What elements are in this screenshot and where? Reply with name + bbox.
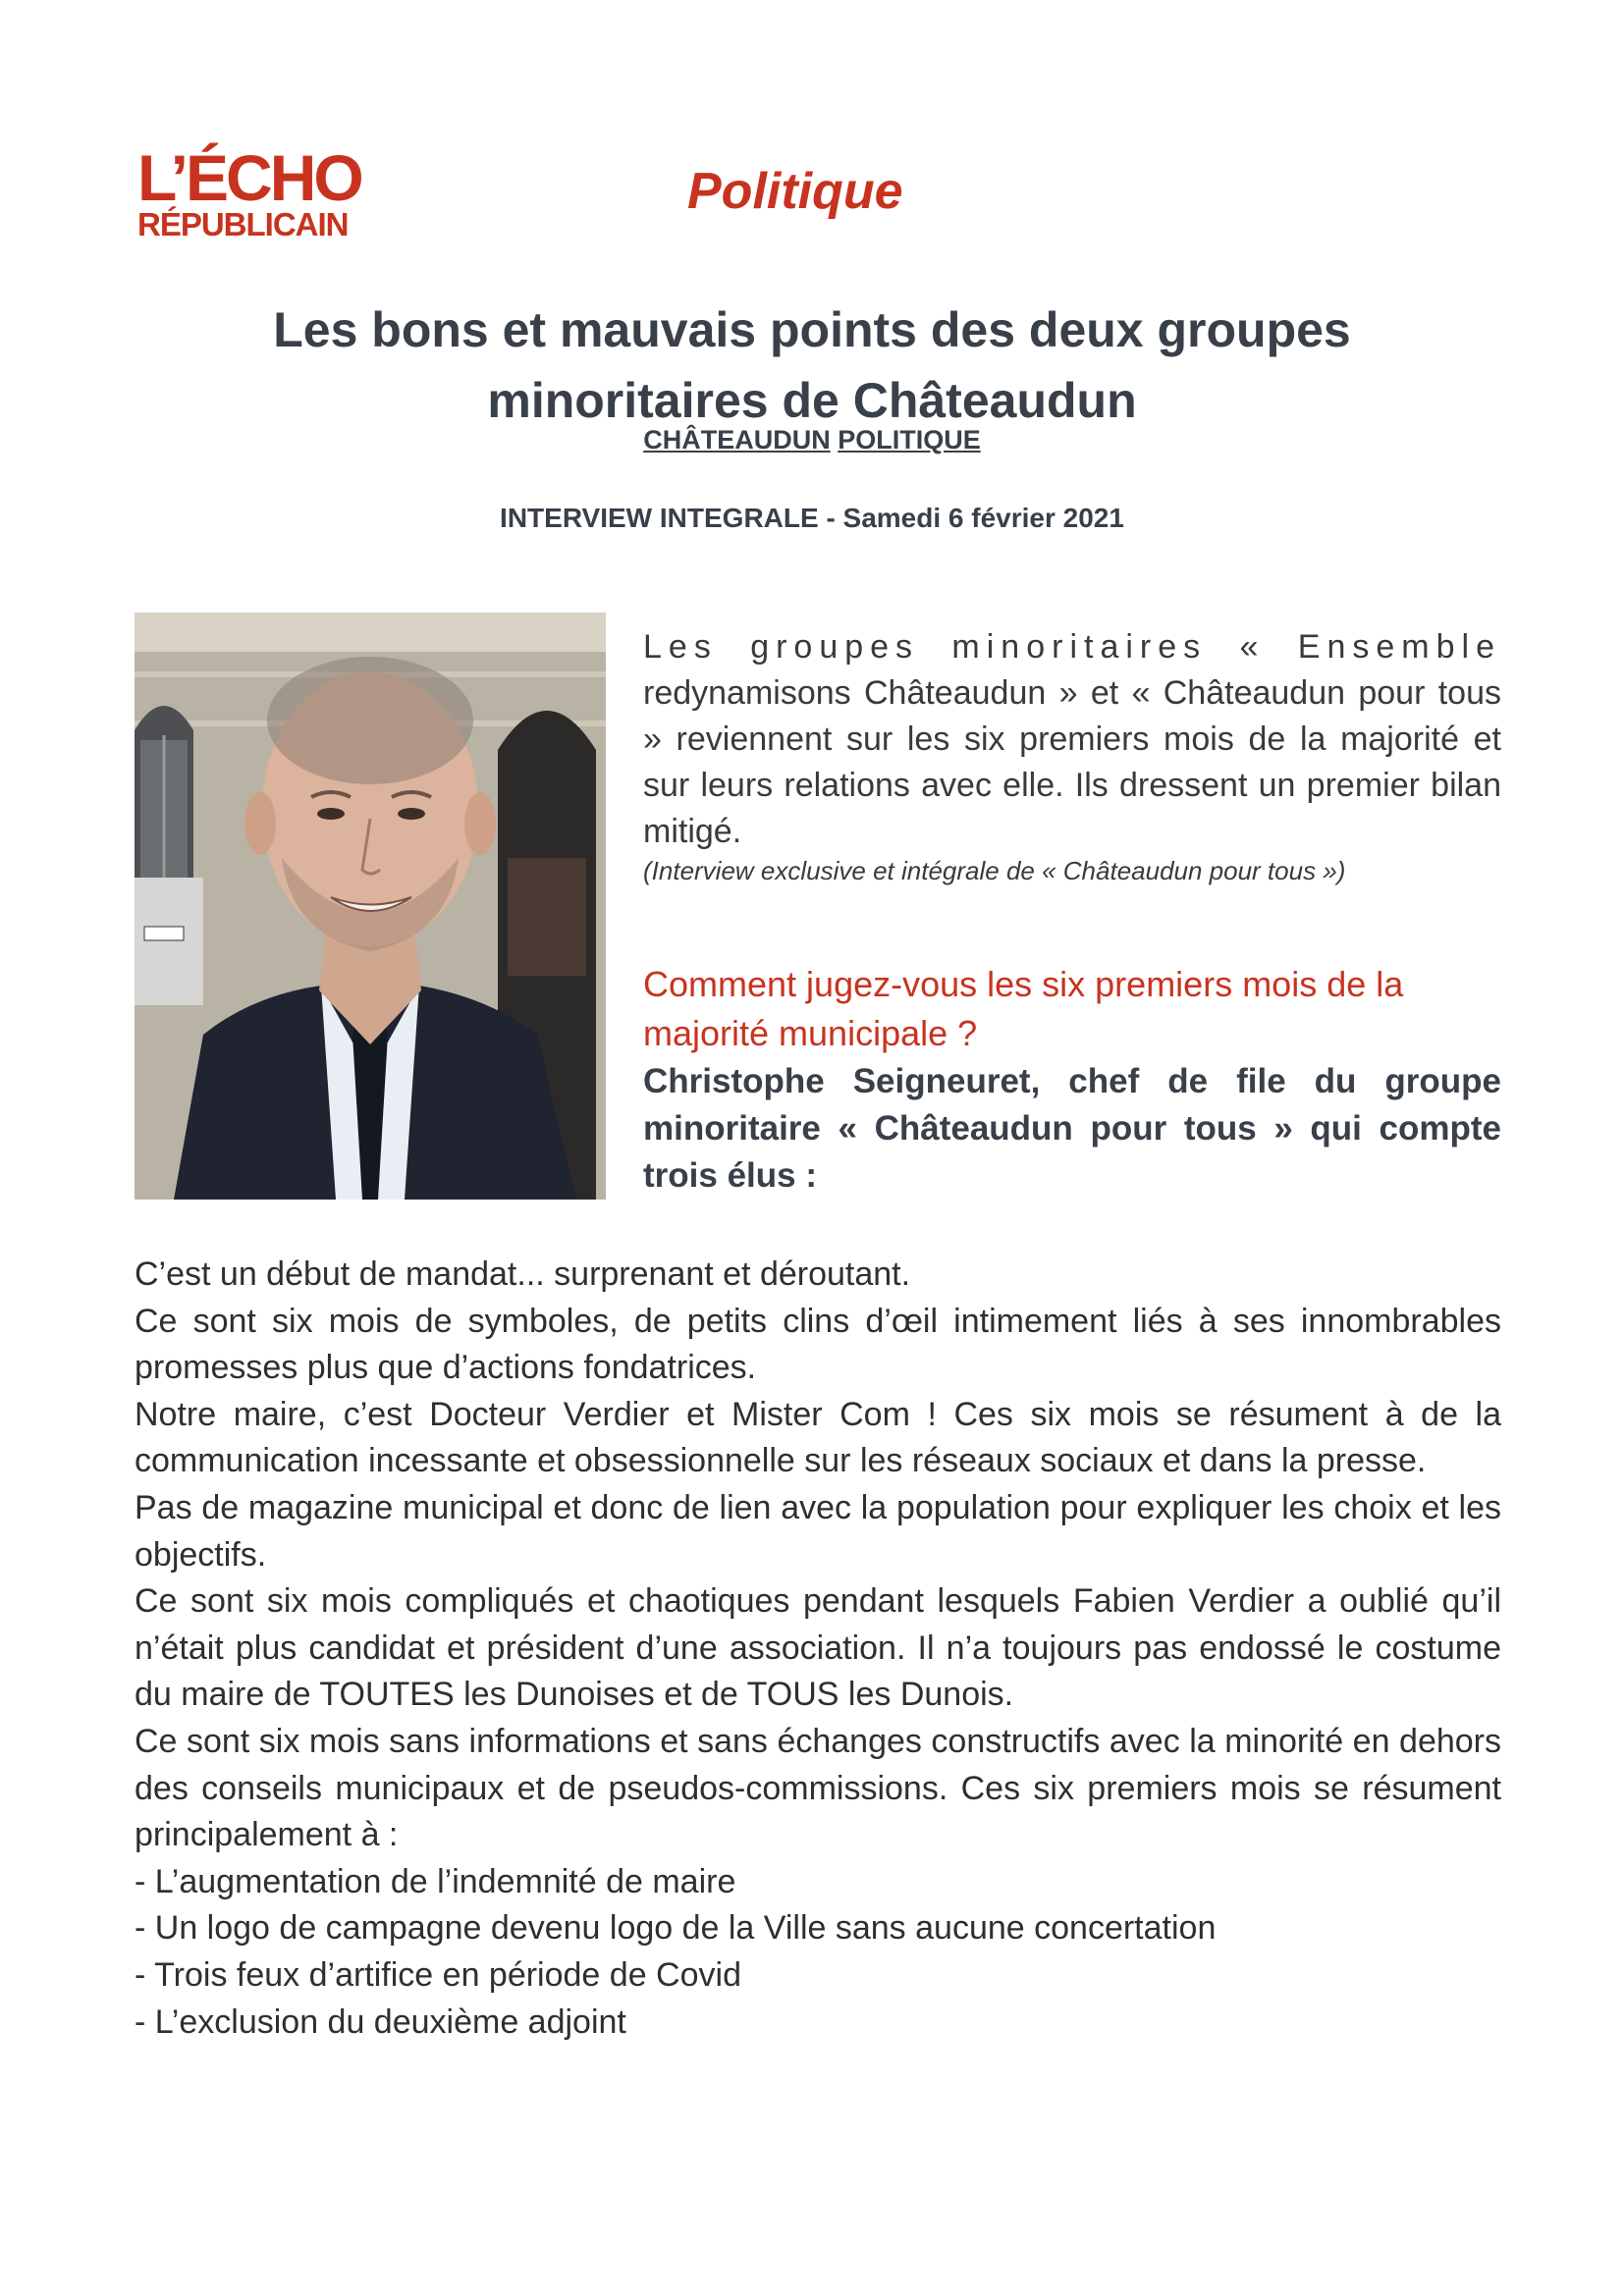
dateline: INTERVIEW INTEGRALE - Samedi 6 février 2021 [500, 503, 1124, 533]
tag-link-chateaudun[interactable]: CHÂTEAUDUN [643, 425, 831, 454]
article-headline [118, 294, 1506, 436]
body-paragraph: Notre maire, c’est Docteur Verdier et Mister Com ! Ces six mois se résument à de la communication incessante et obsessionnelle sur les réseaux sociaux et dans la presse. [135, 1395, 1501, 1480]
bullet-list [135, 1859, 1501, 2046]
body-paragraph: Ce sont six mois de symboles, de petits clins d’œil intimement liés à ses innombrables promesses plus que d’actions fondatrices. [135, 1302, 1501, 1387]
body-paragraph: Ce sont six mois compliqués et chaotiques pendant lesquels Fabien Verdier a oublié qu’il n’était plus candidat et président d’une association. Il n’a toujours pas endossé le costume du maire de TOUTES les Dunoises et de TOUS les Dunois. [135, 1582, 1501, 1714]
bullet-item: - L’augmentation de l’indemnité de maire [135, 1862, 736, 1900]
body-paragraph: Pas de magazine municipal et donc de lien avec la population pour expliquer les choix et les objectifs. [135, 1488, 1501, 1574]
portrait-illustration [135, 613, 606, 1200]
section-label: Politique [687, 163, 903, 220]
headline-line1: Les bons et mauvais points des deux groupes [273, 302, 1351, 357]
intro-text: redynamisons Châteaudun » et « Châteaudun pour tous » reviennent sur les six premiers mois de la majorité et sur leurs relations avec elle. Ils dressent un premier bilan mitigé. [643, 674, 1501, 850]
intro-first-line: Les groupes minoritaires « Ensemble [643, 628, 1501, 666]
article-body [135, 1252, 1501, 2046]
article-tags [118, 425, 1506, 455]
bullet-item: - L’exclusion du deuxième adjoint [135, 2002, 626, 2041]
body-paragraph: C’est un début de mandat... surprenant et déroutant. [135, 1255, 911, 1293]
interview-question: Comment jugez-vous les six premiers mois de la majorité municipale ? [643, 964, 1404, 1053]
article-intro [643, 624, 1501, 855]
logo-line1: L’ÉCHO [137, 141, 361, 214]
portrait-photo [135, 613, 606, 1200]
body-paragraph: Ce sont six mois sans informations et sans échanges constructifs avec la minorité en dehors des conseils municipaux et de pseudos-commissions. Ces six premiers mois se résument principalement à : [135, 1722, 1501, 1854]
bullet-item: - Trois feux d’artifice en période de Covid [135, 1955, 741, 1994]
tag-link-politique[interactable]: POLITIQUE [838, 425, 981, 454]
bullet-item: - Un logo de campagne devenu logo de la Ville sans aucune concertation [135, 1909, 1217, 1948]
newspaper-logo [137, 141, 412, 243]
answer-speaker-intro: Christophe Seigneuret, chef de file du groupe minoritaire « Châteaudun pour tous » qui compte trois élus : [643, 1062, 1501, 1195]
interview-credit: (Interview exclusive et intégrale de « Châteaudun pour tous ») [643, 856, 1346, 885]
headline-line2: minoritaires de Châteaudun [487, 373, 1137, 428]
logo-line2: RÉPUBLICAIN [137, 206, 349, 242]
